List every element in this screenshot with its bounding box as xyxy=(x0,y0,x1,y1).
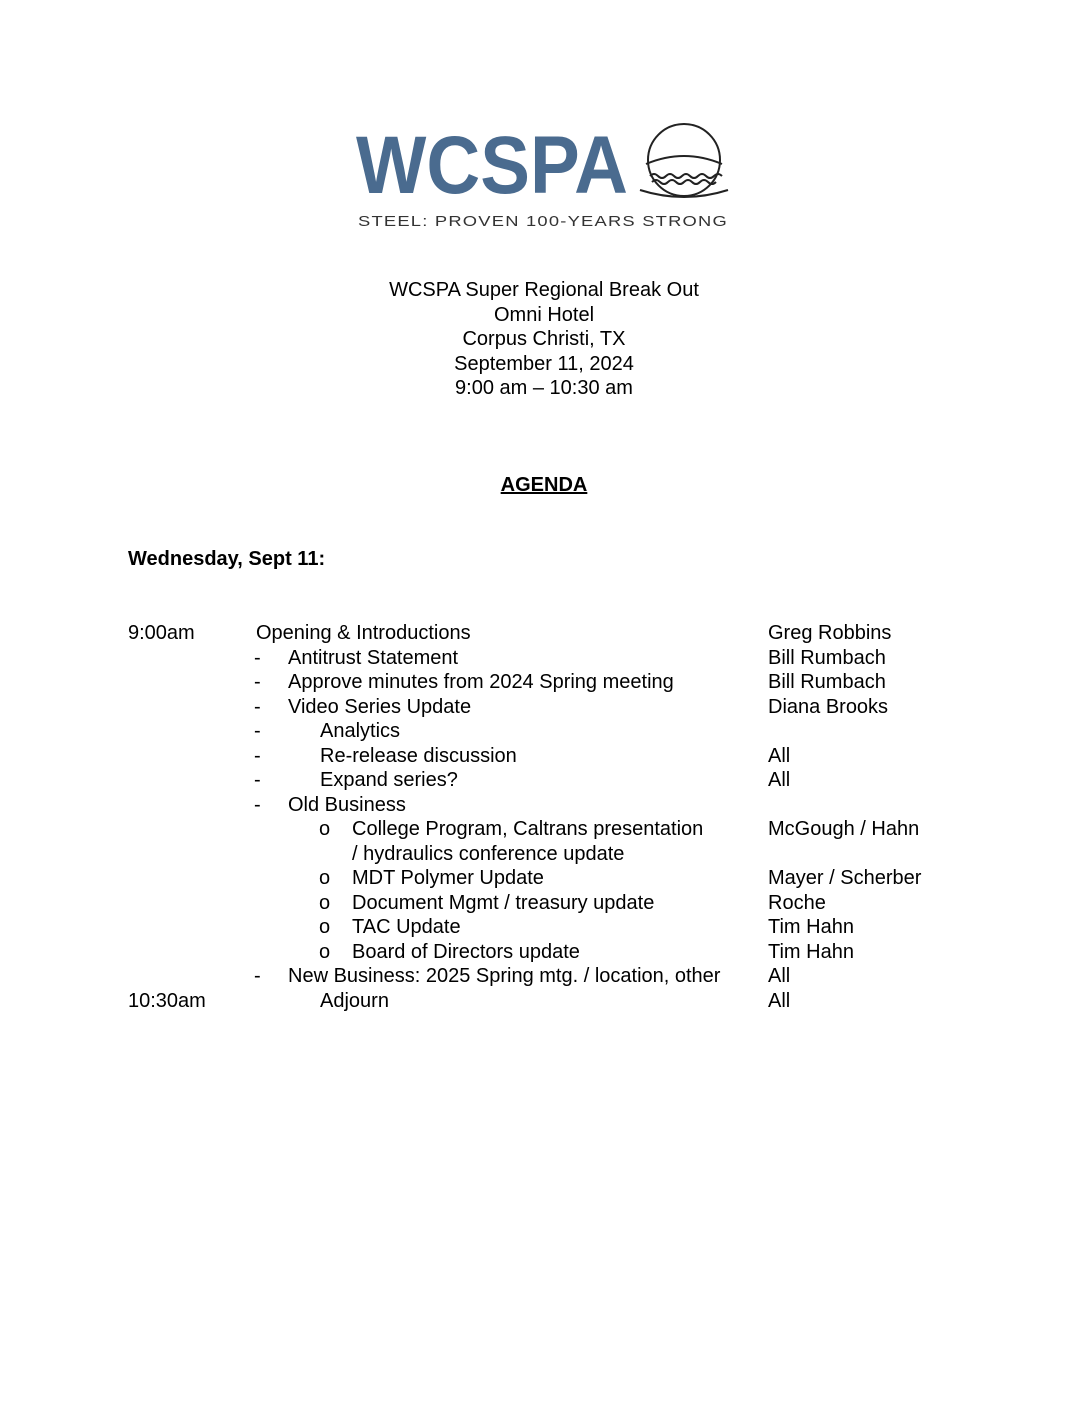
agenda-row xyxy=(0,622,1088,647)
agenda-row xyxy=(0,965,1088,990)
globe-wave-icon xyxy=(640,124,728,197)
agenda-presenter: Greg Robbins xyxy=(768,622,892,644)
dash-marker: - xyxy=(254,793,261,816)
agenda-item-text: Document Mgmt / treasury update xyxy=(352,891,655,914)
agenda-presenter: McGough / Hahn xyxy=(768,818,920,840)
dash-marker: - xyxy=(254,646,261,669)
agenda-row xyxy=(0,892,1088,917)
agenda-item-text: Re-release discussion xyxy=(320,744,517,767)
agenda-presenter: All xyxy=(768,769,791,791)
bullet-marker: o xyxy=(319,940,331,963)
agenda-item-text: Antitrust Statement xyxy=(288,646,459,669)
agenda-time: 9:00am xyxy=(128,622,195,644)
meeting-time: 9:00 am – 10:30 am xyxy=(455,377,633,400)
agenda-item-text: Opening & Introductions xyxy=(256,622,471,644)
agenda-item-text: College Program, Caltrans presentation xyxy=(352,818,704,840)
bullet-marker: o xyxy=(319,818,331,840)
agenda-row xyxy=(0,647,1088,672)
meeting-date: September 11, 2024 xyxy=(454,352,634,375)
agenda-row xyxy=(0,671,1088,696)
agenda-row xyxy=(0,867,1088,892)
agenda-row xyxy=(0,769,1088,794)
agenda-row xyxy=(0,916,1088,941)
agenda-row xyxy=(0,794,1088,819)
agenda-presenter: Bill Rumbach xyxy=(768,671,886,693)
agenda-row xyxy=(0,696,1088,721)
meeting-venue: Omni Hotel xyxy=(493,303,595,326)
agenda-presenter: Bill Rumbach xyxy=(768,646,886,669)
agenda-item-text: Approve minutes from 2024 Spring meeting xyxy=(288,671,674,693)
agenda-list xyxy=(0,622,1088,1014)
dash-marker: - xyxy=(254,720,261,742)
agenda-item-text: Adjourn xyxy=(320,989,389,1012)
logo-wordmark: WCSPA xyxy=(356,120,628,211)
agenda-row xyxy=(0,990,1088,1015)
wcspa-logo xyxy=(356,120,732,232)
meeting-title: WCSPA Super Regional Break Out xyxy=(389,279,699,301)
logo-tagline: STEEL: PROVEN 100-YEARS STRONG xyxy=(358,213,728,230)
agenda-item-text: Video Series Update xyxy=(288,695,472,718)
agenda-item-text: Expand series? xyxy=(320,769,458,791)
bullet-marker: o xyxy=(319,867,331,889)
bullet-marker: o xyxy=(319,891,331,914)
agenda-item-text: Old Business xyxy=(288,793,406,816)
agenda-item-text: New Business: 2025 Spring mtg. / location, other xyxy=(288,965,721,987)
agenda-presenter: All xyxy=(768,744,791,767)
agenda-presenter: Tim Hahn xyxy=(768,940,854,963)
meeting-header xyxy=(0,278,1088,401)
dash-marker: - xyxy=(254,744,261,767)
agenda-item-text: TAC Update xyxy=(352,916,461,938)
agenda-presenter: All xyxy=(768,989,791,1012)
day-heading: Wednesday, Sept 11: xyxy=(128,548,326,570)
agenda-item-text: Analytics xyxy=(320,720,401,742)
meeting-city: Corpus Christi, TX xyxy=(462,328,626,351)
agenda-presenter: Diana Brooks xyxy=(768,695,889,718)
agenda-time: 10:30am xyxy=(128,989,206,1012)
agenda-presenter: Tim Hahn xyxy=(768,916,854,938)
agenda-row xyxy=(0,720,1088,745)
agenda-item-text: Board of Directors update xyxy=(352,940,580,963)
bullet-marker: o xyxy=(319,916,331,938)
agenda-presenter: All xyxy=(768,965,791,987)
dash-marker: - xyxy=(254,695,261,718)
agenda-presenter: Roche xyxy=(768,891,826,914)
dash-marker: - xyxy=(254,671,261,693)
agenda-item-continuation: / hydraulics conference update xyxy=(352,842,625,865)
agenda-item-text: MDT Polymer Update xyxy=(352,867,544,889)
dash-marker: - xyxy=(254,965,261,987)
agenda-row xyxy=(0,941,1088,966)
agenda-row xyxy=(0,818,1088,843)
agenda-title: AGENDA xyxy=(500,474,588,496)
dash-marker: - xyxy=(254,769,261,791)
agenda-row xyxy=(0,745,1088,770)
agenda-row xyxy=(0,843,1088,868)
agenda-presenter: Mayer / Scherber xyxy=(768,867,922,889)
